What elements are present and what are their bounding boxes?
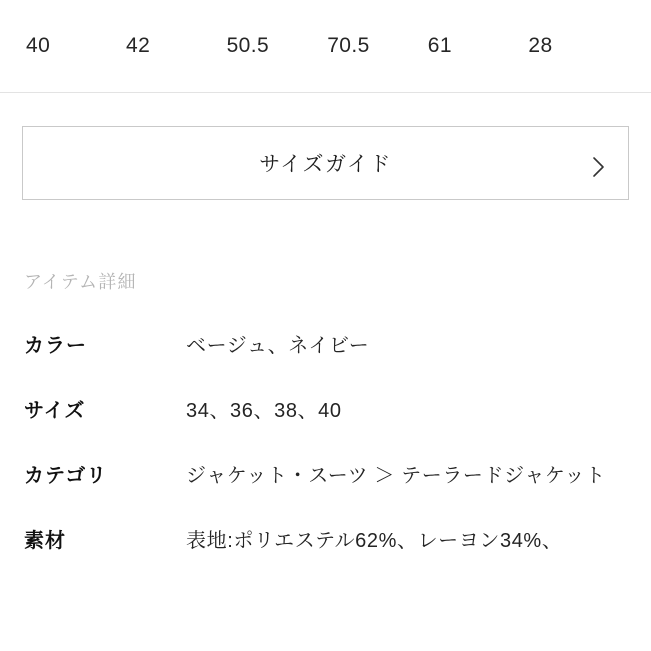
detail-row (24, 332, 633, 361)
size-measurement-cell: 50.5 (226, 34, 270, 57)
size-guide-button[interactable] (22, 126, 629, 200)
detail-value: 表地:ポリエステル62%、レーヨン34%、 (186, 530, 563, 552)
detail-value: ベージュ、ネイビー (186, 335, 370, 357)
detail-key: サイズ (24, 400, 86, 422)
detail-key: 素材 (24, 530, 66, 552)
detail-row (24, 397, 633, 426)
size-guide-label: サイズガイド (259, 153, 392, 176)
size-measurement-cell: 61 (427, 34, 452, 57)
item-detail-list (24, 332, 633, 592)
size-measurement-cell: 40 (26, 34, 51, 57)
size-measurement-row (0, 0, 651, 93)
size-measurement-cell: 70.5 (327, 34, 370, 57)
detail-row (24, 462, 633, 491)
chevron-right-icon (592, 156, 606, 170)
detail-key: カラー (24, 335, 87, 357)
size-measurement-cell: 28 (528, 34, 553, 57)
size-measurement-cell: 42 (126, 34, 151, 57)
item-detail-section-title: アイテム詳細 (24, 272, 137, 292)
detail-row (24, 527, 633, 556)
detail-value: 34、36、38、40 (186, 400, 342, 422)
detail-key: カテゴリ (24, 465, 108, 487)
detail-value: ジャケット・スーツ ＞ テーラードジャケット (186, 465, 606, 487)
